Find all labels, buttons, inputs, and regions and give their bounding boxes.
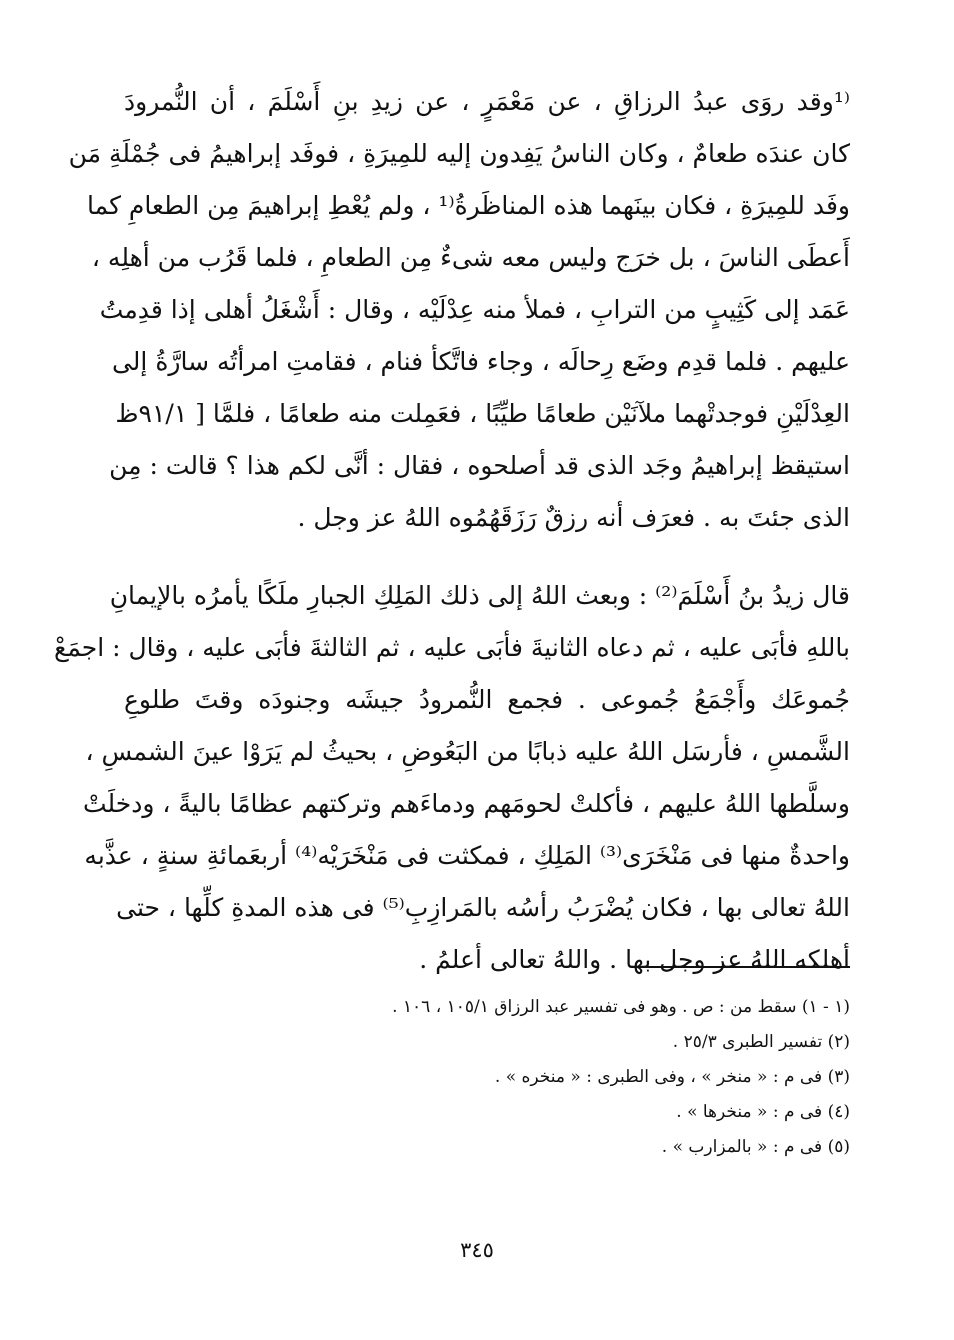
- text-line: جُموعَك وأَجْمَعُ جُموعى . فجمع النُّمرودُ جيشَه وجنودَه وقتَ طلوعِ: [124, 685, 850, 714]
- footnote: (٢) تفسير الطبرى ٢٥/٣ .: [672, 1032, 850, 1052]
- footnote: (٤) فى م : « منخرها » .: [676, 1102, 850, 1122]
- text-line: استيقظ إبراهيمُ وجَد الذى قد أصلحوه ، فقال : أنَّى لكم هذا ؟ قالت : مِن: [109, 451, 850, 480]
- paragraph-gap: [124, 544, 850, 570]
- text-line: أهلكه اللهُ عز وجل بها . واللهُ تعالى أعلمُ .: [419, 945, 850, 974]
- text-line: أَعطَى الناسَ ، بل خرَج وليس معه شىءٌ مِن الطعامِ ، فلما قَرُب من أهلِه ،: [91, 243, 850, 272]
- text-line: كان عندَه طعامٌ ، وكان الناسُ يَفِدون إليه للمِيرَةِ ، فوفَد إبراهيمُ فى جُمْلَةِ مَن: [68, 139, 850, 168]
- text-line: وفَد للمِيرَةِ ، فكان بينَهما هذه المناظَرةُ⁽¹ ، ولم يُعْطِ إبراهيمَ مِن الطعامِ كما: [87, 191, 850, 220]
- footnote: (٣) فى م : « منخر » ، وفى الطبرى : « منخره » .: [494, 1067, 850, 1087]
- paragraph-2: [54, 570, 850, 986]
- text-line: قال زيدُ بنُ أَسْلَمَ⁽²⁾ : وبعث اللهُ إلى ذلك المَلِكِ الجبارِ ملَكًا يأمرُه بالإيمانِ: [109, 581, 850, 610]
- main-text: [54, 76, 850, 986]
- footnote: (٥) فى م : « بالمزارب » .: [661, 1137, 850, 1157]
- footnote-divider: [640, 966, 850, 968]
- text-line: عَمَد إلى كَثِيبٍ من الترابِ ، فملأ منه عِدْلَيْه ، وقال : أَشْغَلُ أهلى إذا قدِمتُ: [99, 295, 850, 324]
- text-line: وسلَّطها اللهُ عليهم ، فأكلتْ لحومَهم ودماءَهم وتركتهم عظامًا باليةً ، ودخلَتْ: [82, 789, 850, 818]
- text-line: اللهُ تعالى بها ، فكان يُضْرَبُ رأسُه بالمَرازِبِ⁽⁵⁾ فى هذه المدةِ كلِّها ، حتى: [116, 893, 850, 922]
- text-line: عليهم . فلما قدِم وضَع رِحالَه ، وجاء فاتَّكأ فنام ، فقامتِ امرأتُه سارَّةُ إلى: [111, 347, 850, 376]
- text-line: العِدْلَيْنِ فوجدتْهما ملآنَيْن طعامًا طيِّبًا ، فعَمِلت منه طعامًا ، فلمَّا [ ٩١/١ظ: [115, 399, 850, 428]
- paragraph-1: [68, 76, 850, 544]
- text-line: باللهِ فأبَى عليه ، ثم دعاه الثانيةَ فأبَى عليه ، ثم الثالثةَ فأبَى عليه ، وقال : اجمَعْ: [54, 633, 850, 662]
- footnotes: [300, 990, 850, 1165]
- text-line: ⁽¹وقد روَى عبدُ الرزاقِ ، عن مَعْمَرٍ ، عن زيدِ بنِ أَسْلَمَ ، أن النُّمرودَ: [124, 87, 850, 116]
- footnote: (١ - ١) سقط من : ص . وهو فى تفسير عبد الرزاق ١٠٥/١ ، ١٠٦ .: [392, 997, 850, 1017]
- text-line: الذى جئتَ به . فعرَف أنه رزقٌ رَزَقَهُمُوه اللهُ عز وجل .: [297, 503, 850, 532]
- text-line: الشَّمسِ ، فأرسَل اللهُ عليه ذبابًا من البَعُوضِ ، بحيثُ لم يَرَوْا عينَ الشمسِ ،: [85, 737, 850, 766]
- text-line: واحدةٌ منها فى مَنْخَرَى⁽³⁾ المَلِكِ ، فمكثت فى مَنْخَرَيْه⁽⁴⁾ أربعَمائةِ سنةٍ ، عذَّبه: [84, 841, 850, 870]
- page-number: ٣٤٥: [460, 1238, 494, 1262]
